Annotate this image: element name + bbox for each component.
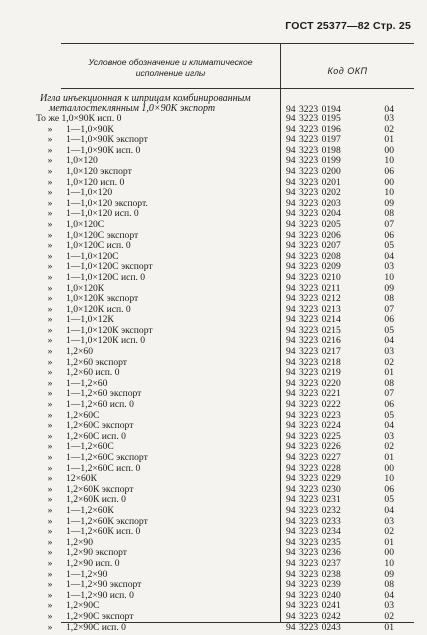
okp-code: 94 3223 0238 bbox=[286, 568, 341, 580]
okp-check-digits: 01 bbox=[384, 452, 394, 463]
ditto-mark: » bbox=[47, 399, 53, 411]
okp-check-digits: 10 bbox=[384, 155, 394, 167]
ditto-mark: » bbox=[47, 526, 53, 538]
table-row bbox=[0, 262, 427, 273]
okp-code: 94 3223 0195 bbox=[286, 113, 341, 124]
table-row bbox=[0, 474, 427, 485]
okp-code: 94 3223 0197 bbox=[286, 134, 341, 146]
ditto-mark: » bbox=[47, 388, 53, 400]
needle-designation: 1—1,0×90К исп. 0 bbox=[66, 144, 141, 156]
ditto-mark: » bbox=[47, 483, 53, 495]
ditto-mark: » bbox=[47, 261, 53, 273]
okp-code: 94 3223 0242 bbox=[286, 610, 341, 622]
needle-designation: 1—1,2×60С bbox=[66, 441, 114, 453]
okp-code: 94 3223 0224 bbox=[286, 420, 341, 432]
ditto-mark: » bbox=[47, 452, 53, 463]
okp-check-digits: 10 bbox=[384, 271, 394, 283]
okp-check-digits: 05 bbox=[384, 409, 394, 421]
okp-code: 94 3223 0196 bbox=[286, 123, 341, 135]
table-row bbox=[0, 294, 427, 305]
table-header-rule bbox=[61, 88, 414, 89]
table-row bbox=[0, 347, 427, 358]
okp-code: 94 3223 0243 bbox=[286, 621, 341, 633]
needle-designation: 1—1,0×120 исп. 0 bbox=[66, 208, 139, 220]
needle-designation: 1—1,2×60С экспорт bbox=[66, 452, 148, 463]
needle-designation: 1,2×60 экспорт bbox=[66, 356, 127, 368]
needle-designation: 1—1,0×12К bbox=[66, 314, 114, 326]
table-row bbox=[0, 368, 427, 379]
table-row bbox=[0, 559, 427, 570]
table-row bbox=[0, 156, 427, 167]
table-row bbox=[0, 432, 427, 443]
okp-code: 94 3223 0239 bbox=[286, 579, 341, 591]
okp-check-digits: 05 bbox=[384, 240, 394, 252]
okp-check-digits: 10 bbox=[384, 473, 394, 485]
ditto-mark: » bbox=[47, 197, 53, 209]
needle-designation: 1—1,0×90К bbox=[66, 123, 114, 135]
okp-check-digits: 10 bbox=[384, 187, 394, 199]
intro-check: 04 bbox=[384, 104, 394, 115]
table-row bbox=[0, 284, 427, 295]
ditto-mark: » bbox=[47, 589, 53, 601]
ditto-mark: » bbox=[47, 494, 53, 506]
okp-code: 94 3223 0241 bbox=[286, 600, 341, 612]
ditto-mark: » bbox=[47, 314, 53, 326]
needle-designation: 1,0×120 исп. 0 bbox=[66, 176, 125, 188]
okp-check-digits: 02 bbox=[384, 123, 394, 135]
okp-code: 94 3223 0234 bbox=[286, 526, 341, 538]
okp-code: 94 3223 0212 bbox=[286, 293, 341, 305]
okp-code: 94 3223 0204 bbox=[286, 208, 341, 220]
needle-designation: 1—1,2×60С исп. 0 bbox=[66, 462, 141, 474]
needle-designation: 1,0×120С bbox=[66, 218, 105, 230]
needle-designation: 1,2×90 исп. 0 bbox=[66, 557, 120, 569]
okp-check-digits: 04 bbox=[384, 335, 394, 347]
needle-designation: 1,2×60 исп. 0 bbox=[66, 367, 120, 379]
needle-designation: 1—1,2×90 bbox=[66, 568, 108, 580]
needle-designation: 1,2×60К экспорт bbox=[66, 483, 134, 495]
ditto-mark: » bbox=[47, 155, 53, 167]
table-row bbox=[0, 273, 427, 284]
okp-check-digits: 05 bbox=[384, 324, 394, 336]
intro-text bbox=[40, 94, 280, 114]
needle-designation: 1—1,0×120 bbox=[66, 187, 113, 199]
okp-check-digits: 06 bbox=[384, 165, 394, 177]
ditto-mark: » bbox=[47, 346, 53, 358]
needle-designation: 1—1,0×120К исп. 0 bbox=[66, 335, 146, 347]
needle-designation: 1,2×90С исп. 0 bbox=[66, 621, 126, 633]
needle-designation: 1—1,0×120С экспорт bbox=[66, 261, 153, 273]
needle-designation: 12×60К bbox=[66, 473, 97, 485]
ditto-mark: » bbox=[47, 547, 53, 559]
okp-code: 94 3223 0228 bbox=[286, 462, 341, 474]
table-row bbox=[0, 453, 427, 464]
table-row bbox=[0, 485, 427, 496]
table-row bbox=[0, 591, 427, 602]
ditto-mark: » bbox=[47, 579, 53, 591]
needle-designation: 1,2×90 экспорт bbox=[66, 547, 127, 559]
okp-code: 94 3223 0233 bbox=[286, 515, 341, 527]
column-header-okp-code: Код ОКП bbox=[327, 66, 368, 76]
table-row bbox=[0, 241, 427, 252]
okp-check-digits: 03 bbox=[384, 346, 394, 358]
okp-code: 94 3223 0230 bbox=[286, 483, 341, 495]
table-row bbox=[0, 623, 427, 634]
ditto-mark: » bbox=[47, 473, 53, 485]
okp-check-digits: 03 bbox=[384, 113, 394, 124]
okp-code: 94 3223 0210 bbox=[286, 271, 341, 283]
okp-code: 94 3223 0201 bbox=[286, 176, 341, 188]
ditto-mark: » bbox=[47, 377, 53, 389]
ditto-mark: » bbox=[47, 165, 53, 177]
okp-check-digits: 06 bbox=[384, 229, 394, 241]
needle-designation: 1,2×60К исп. 0 bbox=[66, 494, 126, 506]
okp-check-digits: 07 bbox=[384, 218, 394, 230]
okp-check-digits: 08 bbox=[384, 293, 394, 305]
table-row bbox=[0, 570, 427, 581]
okp-check-digits: 04 bbox=[384, 589, 394, 601]
table-row bbox=[0, 199, 427, 210]
needle-designation: 1—1,0×120С исп. 0 bbox=[66, 271, 146, 283]
okp-code: 94 3223 0214 bbox=[286, 314, 341, 326]
okp-code: 94 3223 0208 bbox=[286, 250, 341, 262]
code-rows bbox=[0, 114, 427, 633]
ditto-mark: » bbox=[47, 536, 53, 548]
okp-check-digits: 02 bbox=[384, 526, 394, 538]
needle-designation: 1—1,0×120 экспорт. bbox=[66, 197, 148, 209]
ditto-mark: » bbox=[47, 441, 53, 453]
needle-designation: 1,2×60С исп. 0 bbox=[66, 430, 126, 442]
ditto-mark: » bbox=[47, 187, 53, 199]
okp-code: 94 3223 0219 bbox=[286, 367, 341, 379]
okp-check-digits: 07 bbox=[384, 303, 394, 315]
needle-designation: 1,2×60С экспорт bbox=[66, 420, 134, 432]
okp-check-digits: 01 bbox=[384, 367, 394, 379]
table-row bbox=[0, 315, 427, 326]
ditto-mark: » bbox=[47, 610, 53, 622]
okp-code: 94 3223 0203 bbox=[286, 197, 341, 209]
okp-check-digits: 01 bbox=[384, 536, 394, 548]
needle-designation: 1,2×60 bbox=[66, 346, 93, 358]
okp-check-digits: 03 bbox=[384, 261, 394, 273]
table-row bbox=[0, 495, 427, 506]
ditto-mark: » bbox=[47, 303, 53, 315]
ditto-mark: » bbox=[47, 356, 53, 368]
table-row bbox=[0, 125, 427, 136]
okp-code: 94 3223 0222 bbox=[286, 399, 341, 411]
okp-code: 94 3223 0217 bbox=[286, 346, 341, 358]
ditto-mark: » bbox=[47, 335, 53, 347]
table-row bbox=[0, 421, 427, 432]
needle-designation: 1,0×120К bbox=[66, 282, 105, 294]
table-row bbox=[0, 379, 427, 390]
okp-code: 94 3223 0237 bbox=[286, 557, 341, 569]
okp-code: 94 3223 0209 bbox=[286, 261, 341, 273]
okp-code: 94 3223 0221 bbox=[286, 388, 341, 400]
okp-code: 94 3223 0200 bbox=[286, 165, 341, 177]
intro-line: металлостеклянным 1,0×90К экспорт bbox=[49, 103, 216, 114]
okp-check-digits: 07 bbox=[384, 388, 394, 400]
okp-code: 94 3223 0215 bbox=[286, 324, 341, 336]
ditto-mark: » bbox=[47, 134, 53, 146]
table-row bbox=[0, 326, 427, 337]
okp-code: 94 3223 0229 bbox=[286, 473, 341, 485]
okp-check-digits: 03 bbox=[384, 430, 394, 442]
needle-designation: 1,2×90С bbox=[66, 600, 100, 612]
needle-designation: 1,0×120К экспорт bbox=[66, 293, 139, 305]
okp-code: 94 3223 0231 bbox=[286, 494, 341, 506]
table-row bbox=[0, 135, 427, 146]
table-row bbox=[0, 580, 427, 591]
okp-code: 94 3223 0235 bbox=[286, 536, 341, 548]
okp-check-digits: 08 bbox=[384, 377, 394, 389]
okp-check-digits: 08 bbox=[384, 208, 394, 220]
okp-code: 94 3223 0206 bbox=[286, 229, 341, 241]
okp-code: 94 3223 0218 bbox=[286, 356, 341, 368]
okp-check-digits: 02 bbox=[384, 356, 394, 368]
needle-designation: 1—1,2×60К исп. 0 bbox=[66, 526, 141, 538]
ditto-mark: » bbox=[47, 293, 53, 305]
needle-designation: 1,2×60С bbox=[66, 409, 100, 421]
okp-code: 94 3223 0213 bbox=[286, 303, 341, 315]
okp-check-digits: 09 bbox=[384, 197, 394, 209]
table-row bbox=[0, 400, 427, 411]
ditto-mark: » bbox=[47, 409, 53, 421]
table-row bbox=[0, 527, 427, 538]
ditto-mark: » bbox=[47, 144, 53, 156]
table-row bbox=[0, 305, 427, 316]
okp-check-digits: 01 bbox=[384, 134, 394, 146]
table-row bbox=[0, 506, 427, 517]
column-header-designation: Условное обозначение и климатическое исполнение иглы bbox=[88, 57, 253, 78]
needle-designation: 1,2×90 bbox=[66, 536, 93, 548]
table-row bbox=[0, 548, 427, 559]
needle-designation: 1—1,2×60 bbox=[66, 377, 108, 389]
okp-check-digits: 01 bbox=[384, 621, 394, 633]
table-row bbox=[0, 464, 427, 475]
okp-check-digits: 00 bbox=[384, 547, 394, 559]
okp-check-digits: 04 bbox=[384, 420, 394, 432]
ditto-mark: » bbox=[47, 123, 53, 135]
table-row bbox=[0, 188, 427, 199]
needle-designation: 1—1,2×60 исп. 0 bbox=[66, 399, 134, 411]
ditto-mark: » bbox=[47, 557, 53, 569]
okp-check-digits: 06 bbox=[384, 399, 394, 411]
table-row bbox=[0, 517, 427, 528]
ditto-mark: » bbox=[47, 250, 53, 262]
table-row bbox=[0, 336, 427, 347]
needle-designation: 1,0×120 экспорт bbox=[66, 165, 132, 177]
needle-designation: 1,0×120К исп. 0 bbox=[66, 303, 131, 315]
okp-check-digits: 06 bbox=[384, 483, 394, 495]
table-row bbox=[0, 220, 427, 231]
okp-check-digits: 10 bbox=[384, 557, 394, 569]
table-row bbox=[0, 389, 427, 400]
page-header: ГОСТ 25377—82 Стр. 25 bbox=[285, 20, 411, 32]
okp-check-digits: 05 bbox=[384, 494, 394, 506]
okp-code: 94 3223 0236 bbox=[286, 547, 341, 559]
ditto-mark: » bbox=[47, 229, 53, 241]
table-top-rule bbox=[61, 43, 414, 44]
needle-designation: 1—1,2×60К bbox=[66, 504, 114, 516]
needle-designation: 1,2×90С экспорт bbox=[66, 610, 134, 622]
needle-designation: 1—1,0×120С bbox=[66, 250, 119, 262]
needle-designation: 1—1,2×60К экспорт bbox=[66, 515, 148, 527]
needle-designation: 1,0×120С экспорт bbox=[66, 229, 139, 241]
okp-code: 94 3223 0220 bbox=[286, 377, 341, 389]
ditto-mark: » bbox=[47, 420, 53, 432]
table-row bbox=[0, 178, 427, 189]
okp-code: 94 3223 0240 bbox=[286, 589, 341, 601]
needle-designation: 1,0×120 bbox=[66, 155, 98, 167]
needle-designation: 1—1,2×90 экспорт bbox=[66, 579, 142, 591]
ditto-mark: » bbox=[47, 621, 53, 633]
okp-check-digits: 02 bbox=[384, 441, 394, 453]
okp-code: 94 3223 0207 bbox=[286, 240, 341, 252]
ditto-mark: » bbox=[47, 176, 53, 188]
ditto-mark: » bbox=[47, 600, 53, 612]
table-row bbox=[0, 612, 427, 623]
okp-check-digits: 09 bbox=[384, 568, 394, 580]
okp-code: 94 3223 0205 bbox=[286, 218, 341, 230]
okp-code: 94 3223 0211 bbox=[286, 282, 341, 294]
okp-code: 94 3223 0225 bbox=[286, 430, 341, 442]
okp-check-digits: 03 bbox=[384, 600, 394, 612]
table-row bbox=[0, 411, 427, 422]
ditto-mark: » bbox=[47, 462, 53, 474]
okp-check-digits: 04 bbox=[384, 250, 394, 262]
ditto-mark: » bbox=[47, 282, 53, 294]
okp-code: 94 3223 0202 bbox=[286, 187, 341, 199]
ditto-mark: » bbox=[47, 367, 53, 379]
okp-code: 94 3223 0223 bbox=[286, 409, 341, 421]
okp-check-digits: 08 bbox=[384, 579, 394, 591]
needle-designation: 1,0×120С исп. 0 bbox=[66, 240, 131, 252]
ditto-mark: » bbox=[47, 568, 53, 580]
table-row bbox=[0, 442, 427, 453]
needle-designation: 1—1,2×60 экспорт bbox=[66, 388, 142, 400]
needle-designation: 1—1,0×90К экспорт bbox=[66, 134, 148, 146]
ditto-mark: » bbox=[47, 430, 53, 442]
table-row bbox=[0, 114, 427, 125]
okp-code: 94 3223 0198 bbox=[286, 144, 341, 156]
intro-line: Игла инъекционная к шприцам комбинированным bbox=[40, 93, 251, 104]
okp-check-digits: 06 bbox=[384, 314, 394, 326]
okp-code: 94 3223 0216 bbox=[286, 335, 341, 347]
table-row bbox=[0, 358, 427, 369]
okp-check-digits: 00 bbox=[384, 144, 394, 156]
table-row bbox=[0, 252, 427, 263]
okp-check-digits: 09 bbox=[384, 282, 394, 294]
okp-check-digits: 04 bbox=[384, 504, 394, 516]
table-row bbox=[0, 167, 427, 178]
okp-check-digits: 00 bbox=[384, 462, 394, 474]
table-row bbox=[0, 231, 427, 242]
ditto-mark: » bbox=[47, 208, 53, 220]
needle-designation: То же 1,0×90К исп. 0 bbox=[36, 113, 122, 124]
table-row bbox=[0, 209, 427, 220]
needle-designation: 1—1,2×90 исп. 0 bbox=[66, 589, 134, 601]
ditto-mark: » bbox=[47, 218, 53, 230]
okp-code: 94 3223 0232 bbox=[286, 504, 341, 516]
ditto-mark: » bbox=[47, 504, 53, 516]
ditto-mark: » bbox=[47, 515, 53, 527]
okp-check-digits: 03 bbox=[384, 515, 394, 527]
okp-check-digits: 02 bbox=[384, 610, 394, 622]
ditto-mark: » bbox=[47, 324, 53, 336]
ditto-mark: » bbox=[47, 271, 53, 283]
okp-check-digits: 00 bbox=[384, 176, 394, 188]
intro-code: 94 3223 0194 bbox=[286, 104, 341, 115]
table-row bbox=[0, 538, 427, 549]
okp-code: 94 3223 0226 bbox=[286, 441, 341, 453]
table-row bbox=[0, 146, 427, 157]
okp-code: 94 3223 0227 bbox=[286, 452, 341, 463]
okp-code: 94 3223 0199 bbox=[286, 155, 341, 167]
table-row bbox=[0, 601, 427, 612]
needle-designation: 1—1,0×120К экспорт bbox=[66, 324, 153, 336]
ditto-mark: » bbox=[47, 240, 53, 252]
